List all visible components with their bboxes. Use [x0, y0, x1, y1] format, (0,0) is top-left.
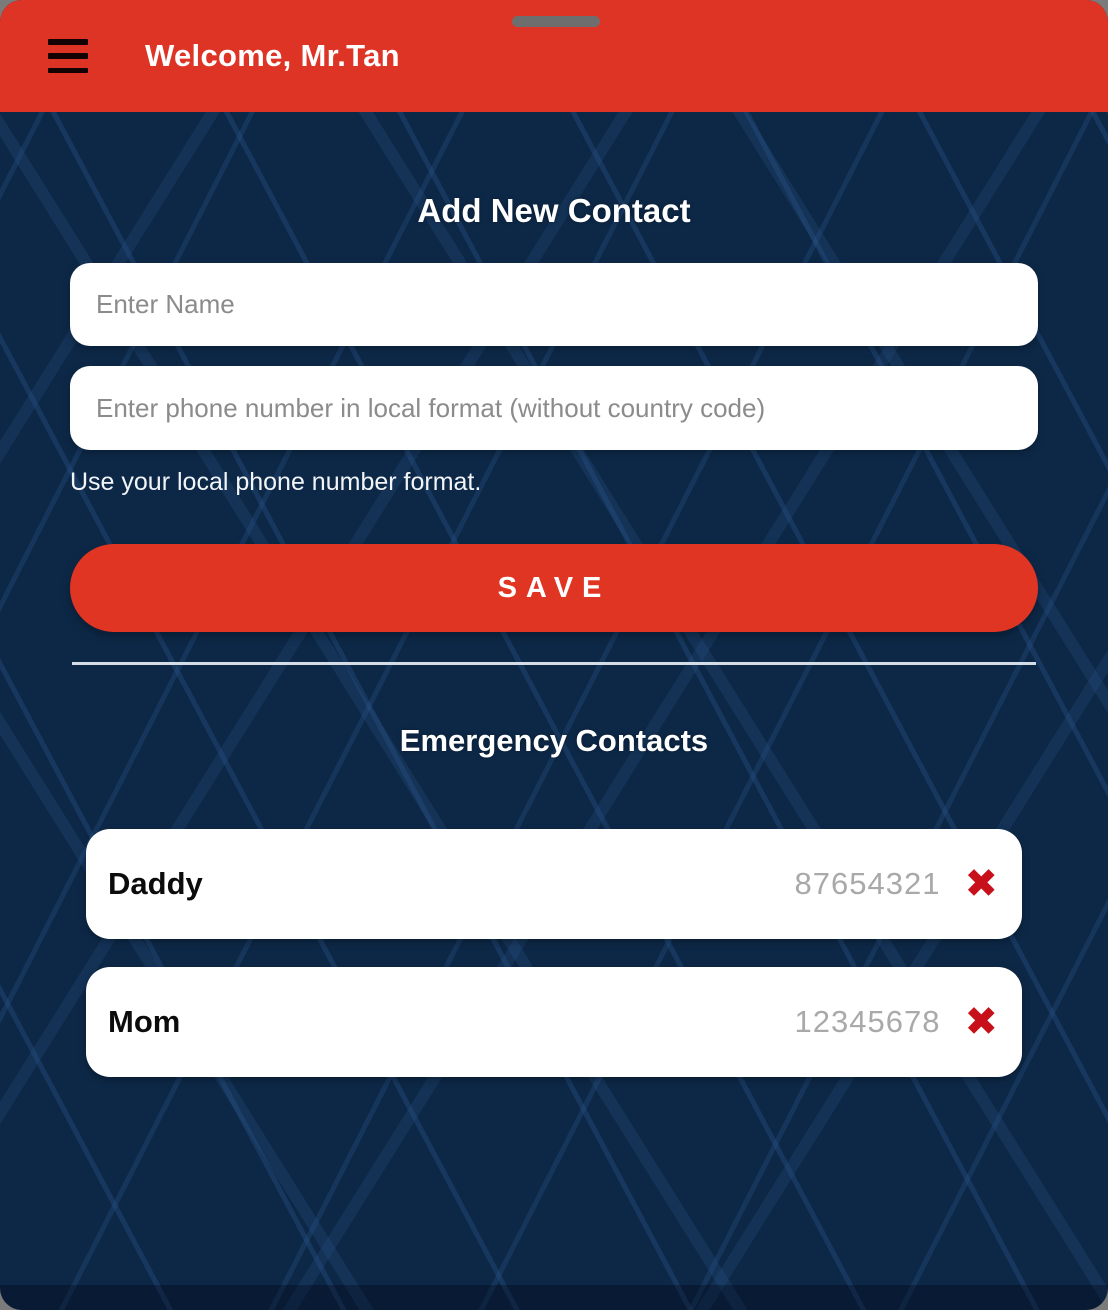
section-divider	[72, 662, 1036, 665]
contact-name: Mom	[108, 1004, 181, 1039]
contact-name: Daddy	[108, 866, 203, 901]
save-button[interactable]: SAVE	[70, 544, 1038, 632]
name-input[interactable]	[70, 263, 1038, 346]
emergency-contacts-heading: Emergency Contacts	[399, 723, 709, 758]
contact-phone: 12345678	[794, 1004, 941, 1039]
delete-contact-icon[interactable]: ✖	[964, 861, 998, 907]
camera-cutout	[512, 16, 600, 27]
phone-format-helper-text: Use your local phone number format.	[70, 468, 482, 496]
system-navigation-bar	[0, 1285, 1108, 1310]
add-contact-heading: Add New Contact	[417, 192, 691, 229]
hamburger-bar	[48, 68, 88, 74]
main-content	[0, 112, 1108, 1310]
delete-contact-icon[interactable]: ✖	[964, 999, 998, 1045]
phone-input[interactable]	[70, 366, 1038, 450]
contact-card	[86, 967, 1022, 1077]
contact-card	[86, 829, 1022, 939]
page-title: Welcome, Mr.Tan	[145, 38, 400, 73]
contact-phone: 87654321	[794, 866, 941, 901]
hamburger-bar	[48, 53, 88, 59]
hamburger-bar	[48, 39, 88, 45]
hamburger-menu-icon[interactable]	[48, 39, 88, 73]
app-bar	[0, 0, 1108, 112]
